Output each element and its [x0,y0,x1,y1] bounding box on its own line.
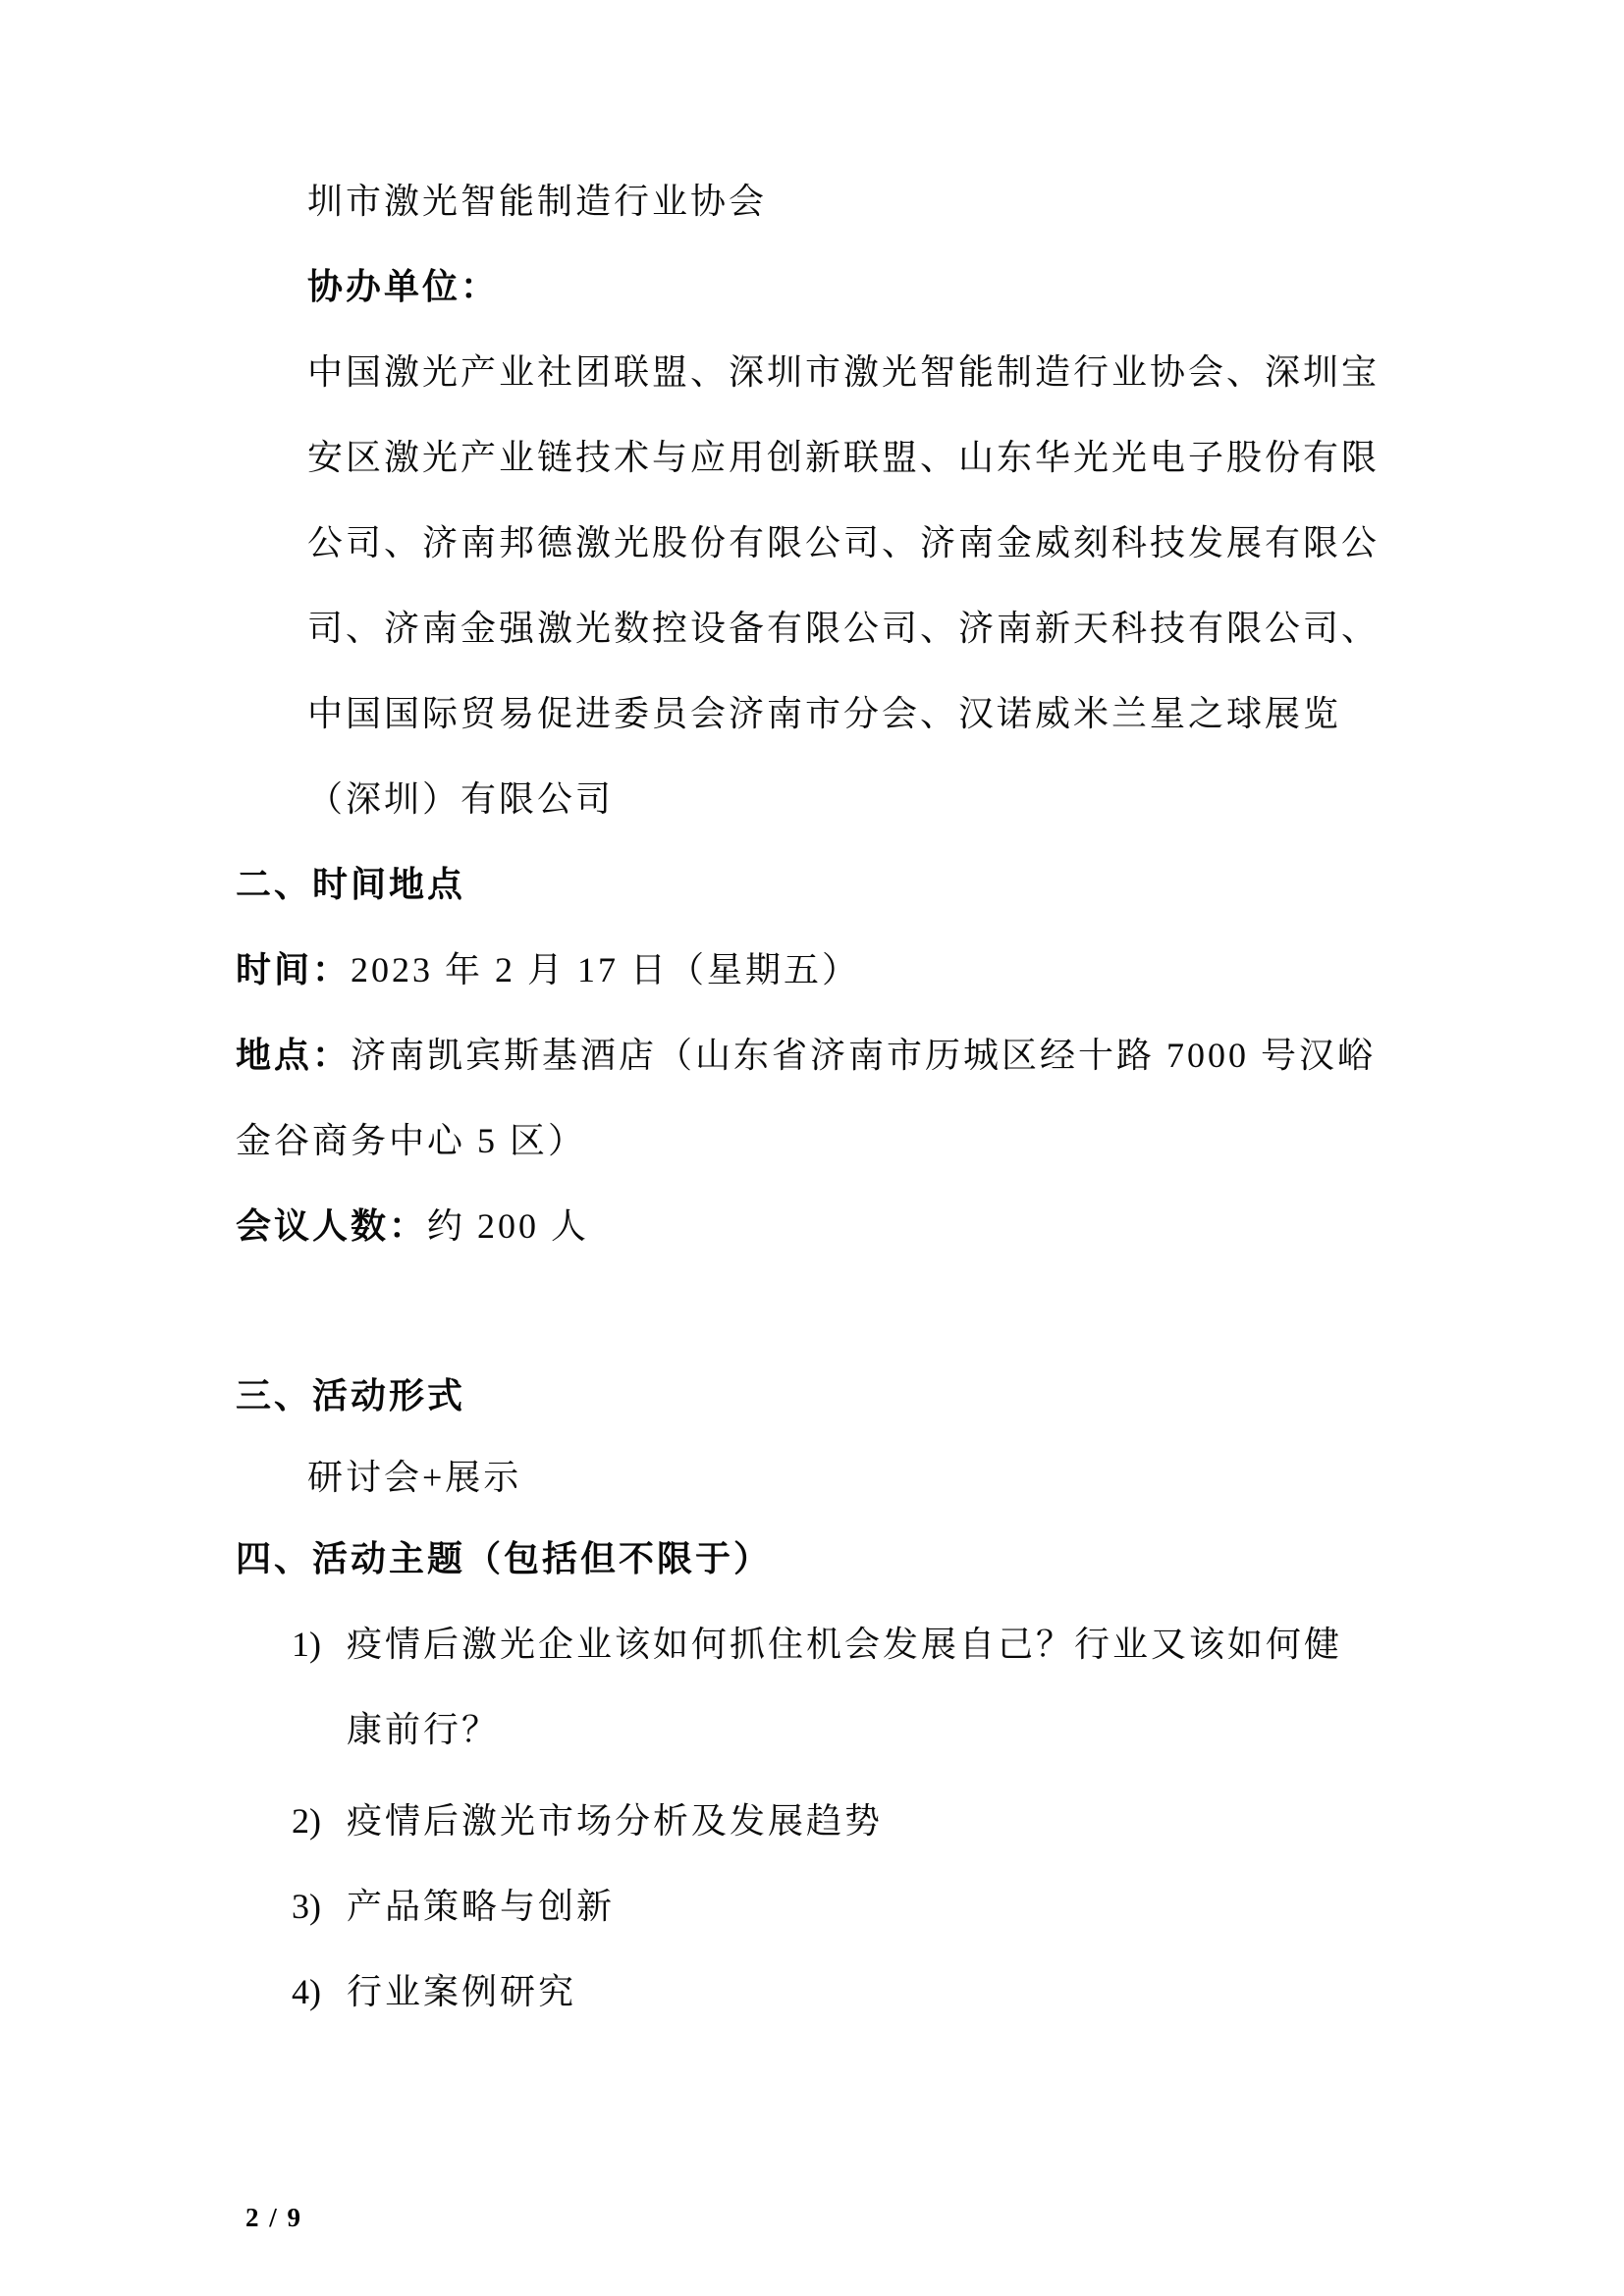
time-label: 时间： [236,950,352,989]
page-number: 2 / 9 [245,2203,303,2232]
list-item-2 [292,1799,883,1842]
time-value: 2023 年 2 月 17 日（星期五） [351,950,861,989]
heading-section-4 [236,1537,772,1580]
body-text: 公司、济南邦德激光股份有限公司、济南金威刻科技发展有限公 [307,523,1380,562]
section-label [307,265,499,308]
body-text: （深圳）有限公司 [307,779,615,819]
time-line [236,948,860,991]
list-number: 2) [292,1801,321,1841]
list-item-3 [292,1885,615,1928]
paragraph-line [307,1456,521,1499]
paragraph-line [307,180,767,223]
location-line [236,1034,1376,1077]
label-text: 协办单位： [307,267,500,306]
list-number: 1) [292,1625,321,1664]
paragraph-line [307,350,1380,394]
list-number: 3) [292,1887,321,1926]
list-item-1 [292,1623,1342,1666]
body-text: 中国激光产业社团联盟、深圳市激光智能制造行业协会、深圳宝 [307,352,1380,392]
attendance-value: 约 200 人 [427,1206,590,1246]
body-text: 圳市激光智能制造行业协会 [307,182,768,221]
body-text: 金谷商务中心 5 区） [236,1121,587,1160]
heading-text: 二、时间地点 [236,865,466,904]
list-item-1-continuation [347,1708,500,1751]
heading-section-2 [236,863,465,906]
heading-section-3 [236,1374,465,1417]
list-number: 4) [292,1972,321,2011]
location-value: 济南凯宾斯基酒店（山东省济南市历城区经十路 7000 号汉峪 [351,1036,1377,1075]
attendance-label: 会议人数： [236,1206,428,1246]
list-text: 行业案例研究 [347,1972,577,2011]
heading-text: 四、活动主题（包括但不限于） [236,1539,773,1578]
heading-text: 三、活动形式 [236,1376,466,1415]
location-continuation-line [236,1119,586,1162]
paragraph-line [307,692,1341,735]
list-text: 疫情后激光市场分析及发展趋势 [347,1801,884,1841]
body-text: 安区激光产业链技术与应用创新联盟、山东华光光电子股份有限 [307,438,1380,477]
location-label: 地点： [236,1036,352,1075]
paragraph-line [307,436,1380,479]
body-text: 研讨会+展示 [307,1458,522,1497]
list-item-4 [292,1970,576,2013]
body-text: 中国国际贸易促进委员会济南市分会、汉诺威米兰星之球展览 [307,694,1342,733]
list-text: 康前行？ [347,1710,501,1749]
paragraph-line [307,521,1380,564]
attendance-line [236,1204,589,1248]
paragraph-line [307,607,1380,650]
body-text: 司、济南金强激光数控设备有限公司、济南新天科技有限公司、 [307,609,1380,648]
list-text: 产品策略与创新 [347,1887,616,1926]
list-text: 疫情后激光企业该如何抓住机会发展自己？行业又该如何健 [347,1625,1343,1664]
paragraph-line [307,777,614,821]
